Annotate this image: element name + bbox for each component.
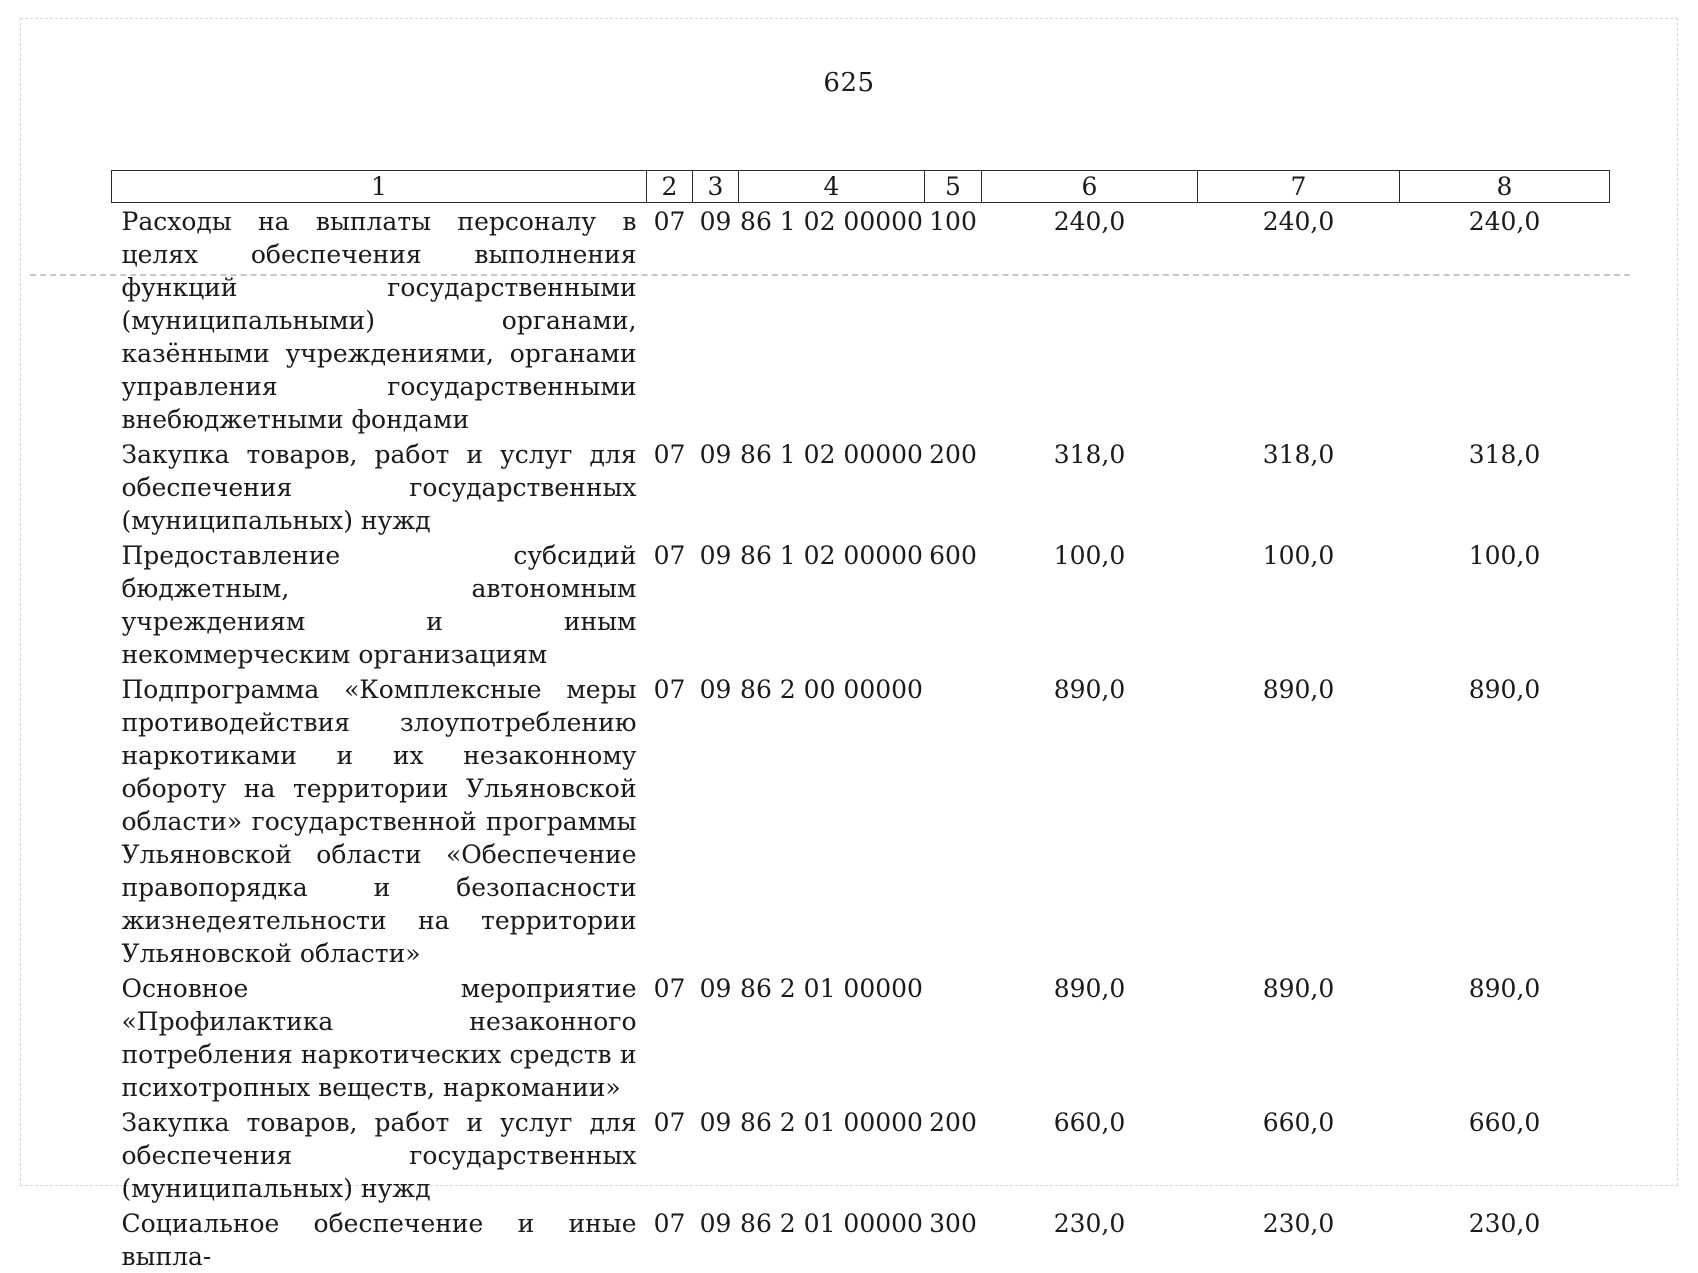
row-amount-8: 100,0 [1468,541,1541,570]
row-amount-6: 100,0 [1053,541,1126,570]
row-amount-7: 230,0 [1262,1209,1335,1238]
row-name: Социальное обеспечение и иные выпла- [121,1209,637,1271]
table-row [112,203,1610,437]
table-row [112,537,1610,671]
row-amount-7: 240,0 [1262,207,1335,236]
row-amount-6: 890,0 [1053,675,1126,704]
table-row [112,436,1610,537]
row-amount-7: 660,0 [1262,1108,1335,1137]
row-expense-type [925,970,982,1104]
header-col-6: 6 [982,171,1198,203]
row-amount-7: 100,0 [1262,541,1335,570]
page-number: 625 [823,68,875,98]
row-target-code: 86 2 00 00000 [740,675,923,704]
row-subsection: 09 [699,1108,732,1137]
row-target-code: 86 1 02 00000 [740,207,923,236]
budget-table [111,170,1610,1273]
header-col-4: 4 [739,171,925,203]
row-amount-8: 890,0 [1468,974,1541,1003]
header-col-7: 7 [1198,171,1400,203]
row-name: Подпрограмма «Комплексные меры противодействия злоупотреблению наркотиками и их незаконному обороту на территории Ульяновской области» государственной программы Ульяновской области «Обеспечение правопорядка и безопасности жизнедеятельности на территории Ульяновской области» [121,675,637,968]
row-amount-8: 890,0 [1468,675,1541,704]
row-subsection: 09 [699,675,732,704]
row-subsection: 09 [699,1209,732,1238]
row-subsection: 09 [699,207,732,236]
row-name: Закупка товаров, работ и услуг для обеспечения государственных (муниципальных) нужд [121,1108,637,1203]
header-col-8: 8 [1400,171,1610,203]
row-section: 07 [653,974,686,1003]
row-expense-type [925,671,982,970]
row-section: 07 [653,1209,686,1238]
table-row [112,970,1610,1104]
row-expense-type: 100 [929,207,977,236]
row-section: 07 [653,440,686,469]
row-expense-type: 300 [929,1209,977,1238]
row-expense-type: 200 [929,1108,977,1137]
row-subsection: 09 [699,440,732,469]
row-amount-6: 230,0 [1053,1209,1126,1238]
row-section: 07 [653,541,686,570]
table-row [112,671,1610,970]
row-amount-6: 660,0 [1053,1108,1126,1137]
row-amount-7: 318,0 [1262,440,1335,469]
table-header-row [112,171,1610,203]
row-name: Закупка товаров, работ и услуг для обеспечения государственных (муниципальных) нужд [121,440,637,535]
row-name: Предоставление субсидий бюджетным, автономным учреждениям и иным некоммерческим организациям [121,541,637,669]
row-target-code: 86 2 01 00000 [740,974,923,1003]
row-target-code: 86 1 02 00000 [740,541,923,570]
header-col-5: 5 [925,171,982,203]
row-name: Основное мероприятие «Профилактика незаконного потребления наркотических средств и психотропных веществ, наркомании» [121,974,637,1102]
row-section: 07 [653,1108,686,1137]
row-amount-8: 318,0 [1468,440,1541,469]
header-col-2: 2 [647,171,693,203]
row-amount-6: 890,0 [1053,974,1126,1003]
row-section: 07 [653,675,686,704]
row-amount-6: 318,0 [1053,440,1126,469]
table-row [112,1205,1610,1273]
row-target-code: 86 1 02 00000 [740,440,923,469]
header-col-3: 3 [693,171,739,203]
row-expense-type: 200 [929,440,977,469]
row-target-code: 86 2 01 00000 [740,1209,923,1238]
row-amount-8: 230,0 [1468,1209,1541,1238]
row-amount-7: 890,0 [1262,675,1335,704]
table-row [112,1104,1610,1205]
row-amount-8: 660,0 [1468,1108,1541,1137]
row-subsection: 09 [699,974,732,1003]
row-name: Расходы на выплаты персоналу в целях обеспечения выполнения функций государственными (муниципальными) органами, казёнными учреждениями, органами управления государственными внебюджетными фондами [121,207,637,434]
row-target-code: 86 2 01 00000 [740,1108,923,1137]
row-amount-6: 240,0 [1053,207,1126,236]
row-amount-7: 890,0 [1262,974,1335,1003]
header-col-1: 1 [112,171,647,203]
row-section: 07 [653,207,686,236]
row-amount-8: 240,0 [1468,207,1541,236]
row-expense-type: 600 [929,541,977,570]
row-subsection: 09 [699,541,732,570]
